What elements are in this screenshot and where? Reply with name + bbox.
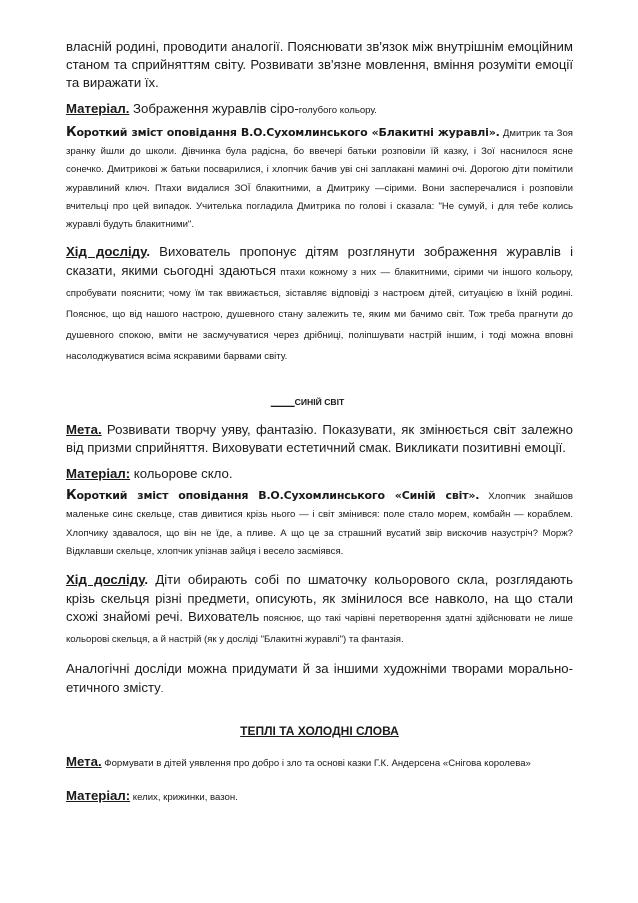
summary-title-2: ороткий зміст оповідання В.О.Сухомлинського «Синій світ». (76, 489, 480, 503)
progress-small-2: пояснює, що такі чарівні перетворення здатні здійснювати не лише кольорові скельця, а й настрій (як у досліді "Блакитні журавлі") та фантазія. (66, 613, 573, 645)
material-label: Матеріал. (66, 101, 130, 116)
summary-text-2: Хлопчик знайшов маленьке синє скельце, став дивитися крізь нього — і світ змінився: поле стало морем, комбайн — кораблем. Хлопчику здавалося, що він не їде, а пливе. А що це за страшний вусатий звір вискочив назустріч? Морж? Відклавши скельце, хлопчик упізнав зайця і весело засміявся. (66, 491, 573, 557)
goal-text-3: Формувати в дітей уявлення про добро і зло та основі казки Г.К. Андерсена «Снігова королева» (101, 758, 531, 770)
summary-title: ороткий зміст оповідання В.О.Сухомлинського «Блакитні журавлі». (76, 126, 500, 139)
material-line-2 (66, 465, 573, 483)
progress-dot-2: . (144, 572, 149, 588)
material-text: Зображення журавлів сіро- (133, 101, 299, 116)
goal-text: Розвивати творчу уяву, фантазію. Показувати, як змінюється світ залежно від призми сприйняття. Виховувати естетичний смак. Викликати позитивні емоції. (66, 422, 573, 456)
title-text: СИНІЙ СВІТ (294, 397, 345, 408)
progress-dot: . (146, 244, 151, 260)
material-line-1 (66, 100, 573, 120)
material-text-2: кольорове скло. (130, 466, 233, 482)
progress-label-2: Хід досліду (66, 572, 145, 588)
summary-cap-2: К (66, 488, 77, 504)
progress-text: Вихователь пропонує дітям розглянути зображення журавлів і сказати, якими сьогодні здаються (66, 244, 573, 279)
material-label-3: Матеріал: (66, 788, 131, 804)
summary-heading-2 (66, 489, 479, 502)
progress-text-2: Діти обирають собі по шматочку кольорового скла, розглядають крізь скельця різні предмети, описують, як змінилося все навколо, на що стали схожі знайомі речі. Вихователь (66, 572, 573, 625)
goal-paragraph-2 (66, 421, 573, 457)
progress-label: Хід досліду (66, 244, 147, 260)
intro-paragraph (66, 38, 573, 92)
progress-paragraph-2 (66, 571, 573, 649)
section-title-warm-cold-words (66, 723, 573, 739)
material-line-3 (66, 787, 573, 807)
material-label-2: Матеріал: (66, 466, 131, 482)
goal-paragraph-3 (66, 753, 573, 773)
note-paragraph (66, 659, 573, 699)
summary-paragraph-2 (66, 487, 573, 561)
summary-cap: К (66, 125, 77, 140)
summary-heading (66, 126, 500, 139)
progress-small: птахи кожному з них — блакитними, сірими чи іншого кольору, спробувати пояснити; чому їм так ввижається, зіставляє відповіді з настроєм дітей, ситуацією в їхній родині. Пояснює, що від нашого настрою, душевного стану залежить те, яким ми бачимо світ. Тож треба прагнути до душевного спокою, вміти не засмучуватися через дрібниці, поліпшувати настрій іншим, і тоді можна вповні насолоджуватися всіма яскравими барвами світу. (66, 267, 573, 363)
goal-label: Мета. (66, 422, 102, 438)
note-dot: . (160, 684, 164, 696)
material-small: голубого кольору. (298, 105, 377, 116)
title-text-3: ТЕПЛІ ТА ХОЛОДНІ СЛОВА (240, 724, 399, 739)
note-text: Аналогічні досліди можна придумати й за іншими художніми творами морально-етичного змісту (66, 661, 573, 696)
material-text-3: келих, крижинки, вазон. (130, 792, 238, 804)
goal-label-3: Мета. (66, 754, 102, 770)
intro-text: власній родині, проводити аналогії. Пояснювати зв'язок між внутрішнім емоційним станом та сприйняттям світу. Розвивати зв'язне мовлення, вміння розуміти емоції та виражати їх. (66, 39, 573, 90)
progress-paragraph-1 (66, 242, 573, 366)
section-title-blue-world (66, 396, 573, 408)
summary-paragraph-1 (66, 124, 573, 234)
title-underline: _____ (270, 397, 295, 408)
document-page (66, 38, 573, 807)
summary-text: Дмитрик та Зоя зранку йшли до школи. Дівчинка була радісна, бо ввечері батьки розповіли їй казку, і Зої наснилося ясне сонечко. Дмитрикові ж батьки посварилися, і хлопчик бачив уві сні заплакані мамині очі. Дорогою діти помітили журавлиний ключ. Птахи видалися ЗОЇ блакитними, а Дмитрику —сірими. Вони засперечалися і розповіли вчительці про цей випадок. Учителька погладила Дмитрика по голові і сказала: "Не сумуй, і для тебе колись журавлі будуть блакитними". (66, 128, 573, 231)
